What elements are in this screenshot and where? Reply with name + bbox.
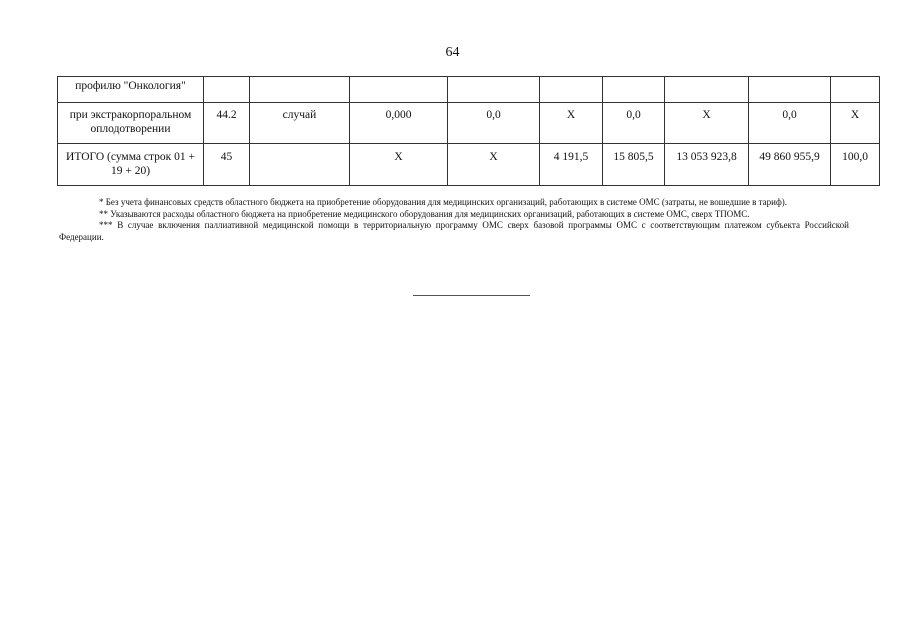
table-cell: 13 053 923,8: [665, 144, 749, 186]
row-name-cell: ИТОГО (сумма строк 01 + 19 + 20): [58, 144, 204, 186]
table-cell: 100,0: [831, 144, 880, 186]
footnote: *** В случае включения паллиативной медицинской помощи в территориальную программу ОМС сверх базовой программы ОМС с соответствующим платежом субъекта Российской Федерации.: [59, 220, 849, 242]
table-cell: 0,000: [350, 103, 448, 144]
table-cell: Х: [350, 144, 448, 186]
row-name-cell: при экстракорпоральном оплодотворении: [58, 103, 204, 144]
footnote: * Без учета финансовых средств областного бюджета на приобретение оборудования для медицинских организаций, работающих в системе ОМС (затраты, не вошедшие в тариф).: [99, 197, 788, 207]
table-cell: [749, 77, 831, 103]
row-code-cell: 44.2: [204, 103, 250, 144]
table-cell: Х: [831, 103, 880, 144]
table-cell: Х: [665, 103, 749, 144]
table-cell: 0,0: [749, 103, 831, 144]
table-cell: 0,0: [448, 103, 540, 144]
row-name-cell: профилю "Онкология": [58, 77, 204, 103]
separator-line: [413, 295, 530, 296]
table-cell: Х: [540, 103, 603, 144]
row-code-cell: [204, 77, 250, 103]
table-cell: [540, 77, 603, 103]
footnotes: [59, 197, 849, 243]
row-unit-cell: случай: [250, 103, 350, 144]
table-row: [58, 103, 880, 144]
table-cell: Х: [448, 144, 540, 186]
table-cell: 4 191,5: [540, 144, 603, 186]
row-code-cell: 45: [204, 144, 250, 186]
table-cell: 49 860 955,9: [749, 144, 831, 186]
table-cell: [603, 77, 665, 103]
table-cell: [448, 77, 540, 103]
table-row: [58, 77, 880, 103]
table-row: [58, 144, 880, 186]
data-table: [57, 76, 880, 186]
table-cell: 15 805,5: [603, 144, 665, 186]
footnote: ** Указываются расходы областного бюджета на приобретение медицинского оборудования для медицинских организаций, работающих в системе ОМС, сверх ТПОМС.: [99, 208, 750, 219]
page-number: 64: [445, 45, 460, 60]
table-cell: [831, 77, 880, 103]
table-cell: [350, 77, 448, 103]
row-unit-cell: [250, 77, 350, 103]
table-cell: 0,0: [603, 103, 665, 144]
table-cell: [665, 77, 749, 103]
row-unit-cell: [250, 144, 350, 186]
